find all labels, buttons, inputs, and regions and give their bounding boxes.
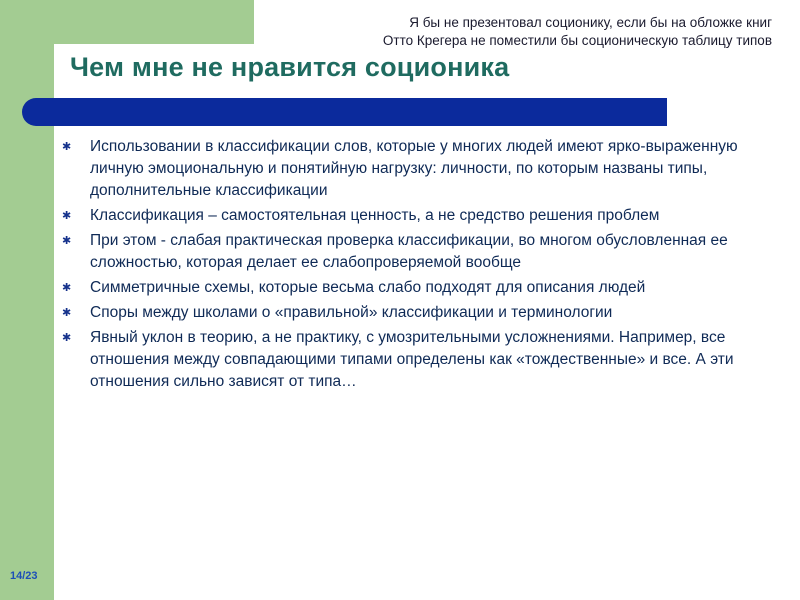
subtitle-line: Я бы не презентовал соционику, если бы на обложке книг [409, 15, 772, 30]
title-underline-bar [22, 98, 667, 126]
header-subtitle [252, 14, 772, 50]
list-item [62, 136, 762, 202]
page-title: Чем мне не нравится соционика [70, 52, 510, 82]
slide-number: 14/23 [10, 570, 38, 582]
bullet-text: Споры между школами о «правильной» классификации и терминологии [90, 304, 613, 321]
list-item [62, 302, 762, 324]
list-item [62, 230, 762, 274]
bullet-text: При этом - слабая практическая проверка классификации, во многом обусловленная ее сложностью, которая делает ее слабопроверяемой вообще [90, 232, 728, 271]
asterisk-bullet-icon: ✱ [62, 282, 72, 294]
list-item [62, 205, 762, 227]
bullet-text: Явный уклон в теорию, а не практику, с умозрительными усложнениями. Например, все отношения между совпадающими типами определены как «тождественные» и все. А эти отношения сильно зависят от типа… [90, 329, 734, 390]
asterisk-bullet-icon: ✱ [62, 235, 72, 247]
asterisk-bullet-icon: ✱ [62, 307, 72, 319]
list-item [62, 327, 762, 393]
asterisk-bullet-icon: ✱ [62, 210, 72, 222]
asterisk-bullet-icon: ✱ [62, 332, 72, 344]
left-decorative-band [0, 0, 54, 600]
bullet-text: Классификация – самостоятельная ценность, а не средство решения проблем [90, 207, 660, 224]
bullet-text: Симметричные схемы, которые весьма слабо подходят для описания людей [90, 279, 646, 296]
bullet-list [62, 136, 762, 396]
list-item [62, 277, 762, 299]
subtitle-line: Отто Крегера не поместили бы соционическую таблицу типов [382, 33, 772, 48]
top-decorative-band [0, 0, 254, 44]
asterisk-bullet-icon: ✱ [62, 141, 72, 153]
bullet-text: Использовании в классификации слов, которые у многих людей имеют ярко-выраженную личную эмоциональную и понятийную нагрузку: личности, по которым названы типы, дополнительные классификации [90, 138, 738, 199]
